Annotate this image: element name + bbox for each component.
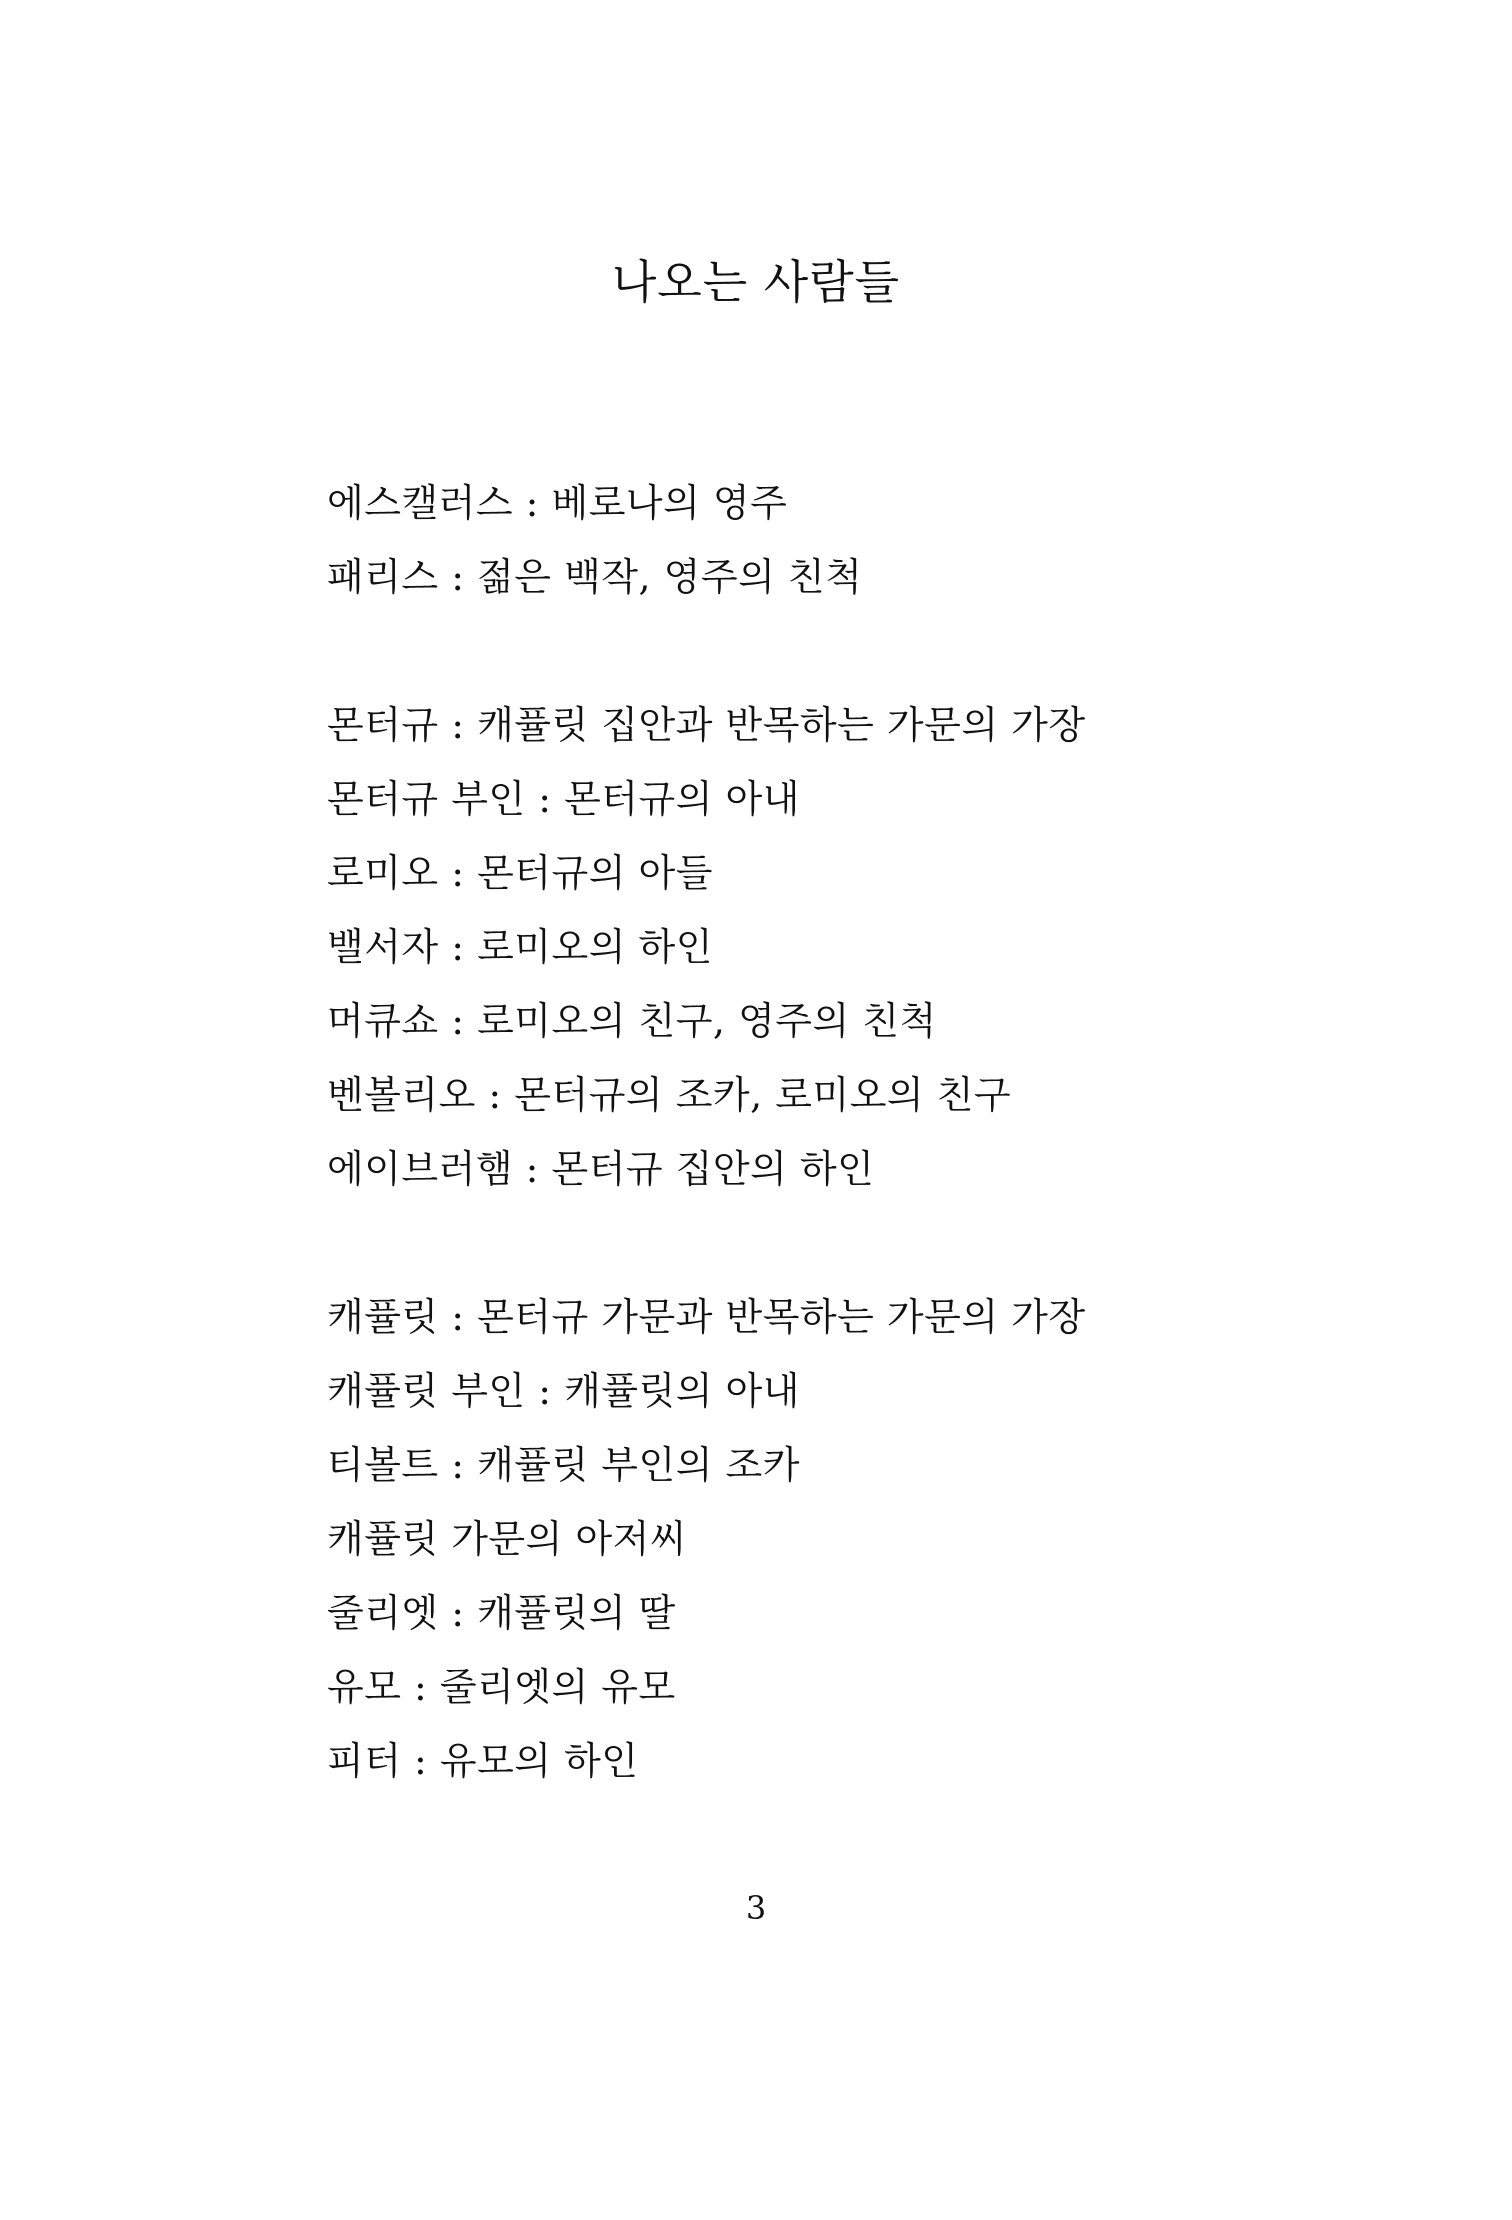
cast-entry: 몬터규 : 캐퓰릿 집안과 반목하는 가문의 가장 xyxy=(327,703,1086,747)
page-number: 3 xyxy=(745,1889,767,1927)
cast-entry: 티볼트 : 캐퓰릿 부인의 조카 xyxy=(327,1443,800,1487)
cast-entry: 몬터규 부인 : 몬터규의 아내 xyxy=(327,777,800,821)
cast-entry: 머큐쇼 : 로미오의 친구, 영주의 친척 xyxy=(327,999,937,1043)
cast-entry: 패리스 : 젊은 백작, 영주의 친척 xyxy=(327,555,863,599)
cast-group-2 xyxy=(327,688,1086,1206)
cast-entry: 로미오 : 몬터규의 아들 xyxy=(327,851,713,895)
cast-entry: 캐퓰릿 부인 : 캐퓰릿의 아내 xyxy=(327,1369,800,1413)
cast-entry: 줄리엣 : 캐퓰릿의 딸 xyxy=(327,1591,676,1635)
cast-entry: 캐퓰릿 : 몬터규 가문과 반목하는 가문의 가장 xyxy=(327,1295,1086,1339)
cast-entry: 벤볼리오 : 몬터규의 조카, 로미오의 친구 xyxy=(327,1073,1012,1117)
cast-entry: 밸서자 : 로미오의 하인 xyxy=(327,925,713,969)
cast-group-3 xyxy=(327,1280,1086,1798)
cast-group-1 xyxy=(327,466,1086,614)
cast-entry: 캐퓰릿 가문의 아저씨 xyxy=(327,1517,688,1561)
cast-entry: 유모 : 줄리엣의 유모 xyxy=(327,1665,676,1709)
cast-entry: 에스캘러스 : 베로나의 영주 xyxy=(327,481,788,525)
cast-list xyxy=(327,466,1086,1798)
page-title: 나오는 사람들 xyxy=(611,255,901,309)
cast-entry: 피터 : 유모의 하인 xyxy=(327,1739,639,1783)
cast-entry: 에이브러햄 : 몬터규 집안의 하인 xyxy=(327,1147,875,1191)
